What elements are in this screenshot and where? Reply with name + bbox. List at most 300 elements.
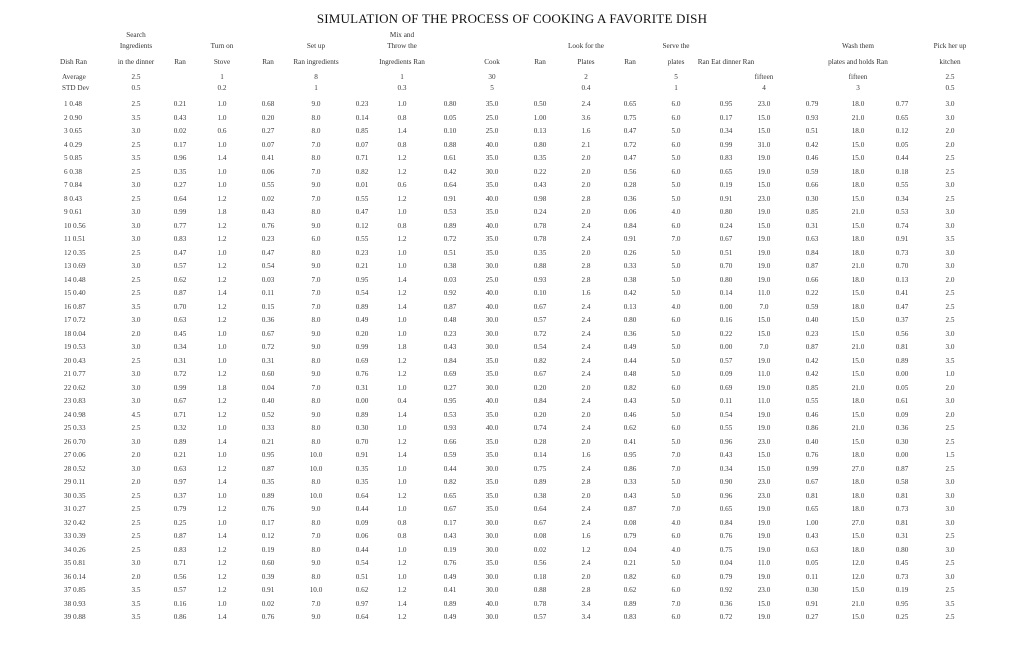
table-cell: 0.37 <box>173 491 187 500</box>
table-cell: 2.4 <box>581 343 591 351</box>
table-cell: 0.03 <box>443 275 457 284</box>
table-cell: 0.76 <box>261 221 275 230</box>
table-cell: 0.13 <box>623 302 637 311</box>
table-cell: 0.26 <box>623 248 637 257</box>
table-cell: 0.65 <box>805 505 819 513</box>
table-cell: 21.0 <box>851 208 865 216</box>
table-cell: 0.81 <box>895 343 909 351</box>
table-cell: 3.0 <box>131 235 141 243</box>
table-cell: 9.0 <box>311 181 321 189</box>
table-cell: 0.87 <box>173 289 187 297</box>
table-cell: 1.2 <box>217 572 227 581</box>
table-cell: 0.45 <box>895 559 909 567</box>
table-cell: 0.44 <box>355 505 369 513</box>
table-cell: 1.0 <box>397 329 407 338</box>
table-cell: 1.4 <box>397 275 407 284</box>
table-cell: 0.25 <box>895 613 909 621</box>
table-cell: 3.0 <box>945 478 955 486</box>
table-cell: 19.0 <box>757 208 771 216</box>
table-cell: 18.0 <box>851 302 865 311</box>
table-cell: 25.0 <box>485 113 499 122</box>
row-label: 27 0.06 <box>64 451 86 459</box>
table-cell: 1.2 <box>217 221 227 230</box>
table-cell: 0.87 <box>805 262 819 270</box>
table-cell: 0.95 <box>355 275 369 284</box>
table-cell: 0.27 <box>805 613 819 621</box>
table-cell: 1.2 <box>217 545 227 554</box>
table-cell: 2.0 <box>945 127 955 135</box>
table-cell: 5.0 <box>671 181 681 189</box>
table-cell: 0.33 <box>623 262 637 270</box>
table-cell: 0.56 <box>173 572 187 581</box>
table-cell: 0.59 <box>805 167 819 176</box>
table-cell: 0.59 <box>443 451 457 459</box>
table-cell: 0.73 <box>895 572 909 581</box>
table-cell: 1.0 <box>217 451 227 459</box>
row-label: 36 0.14 <box>64 572 86 581</box>
table-cell: 0.32 <box>173 424 187 432</box>
table-cell: 0.89 <box>173 437 187 446</box>
column-header: Serve the <box>662 42 690 50</box>
column-header: Search <box>126 31 146 39</box>
table-cell: 0.49 <box>443 572 457 581</box>
table-cell: 30.0 <box>485 343 499 351</box>
table-cell: 2.5 <box>131 518 141 527</box>
row-label: 24 0.98 <box>64 410 86 419</box>
table-cell: 7.0 <box>671 464 681 473</box>
table-cell: 0.73 <box>895 505 909 513</box>
table-cell: 1.2 <box>217 397 227 405</box>
table-cell: 0.95 <box>895 599 909 608</box>
table-cell: 1.0 <box>397 316 407 324</box>
table-cell: 1.2 <box>397 289 407 297</box>
table-cell: 19.0 <box>757 167 771 176</box>
table-cell: 1.2 <box>397 194 407 203</box>
row-label: 37 0.85 <box>64 586 86 594</box>
table-cell: 0.56 <box>623 167 637 176</box>
table-cell: 1.2 <box>397 167 407 176</box>
table-cell: 0.67 <box>719 235 733 243</box>
table-cell: 2.0 <box>581 410 591 419</box>
table-cell: 0.80 <box>719 208 733 216</box>
table-cell: 0.12 <box>895 127 909 135</box>
table-cell: 3.0 <box>131 127 141 135</box>
table-cell: 2.0 <box>581 181 591 189</box>
table-cell: 0.80 <box>623 316 637 324</box>
table-cell: 0.44 <box>895 154 909 162</box>
table-cell: 0.14 <box>533 451 547 459</box>
table-cell: 0.89 <box>533 478 547 486</box>
table-cell: 0.4 <box>397 397 407 405</box>
table-cell: 1.00 <box>805 518 819 527</box>
table-cell: 19.0 <box>757 262 771 270</box>
table-cell: 3.5 <box>945 356 955 365</box>
table-cell: 2.4 <box>581 316 591 324</box>
table-cell: 0.06 <box>261 167 275 176</box>
table-cell: 2.4 <box>581 221 591 230</box>
table-cell: 15.0 <box>757 451 771 459</box>
table-cell: 19.0 <box>757 613 771 621</box>
table-cell: 0.40 <box>805 437 819 446</box>
table-cell: 0.53 <box>443 208 457 216</box>
table-cell: 0.99 <box>719 140 733 149</box>
table-cell: 15.0 <box>851 154 865 162</box>
table-cell: 0.77 <box>173 221 187 230</box>
table-cell: 35.0 <box>485 208 499 216</box>
column-header: Look for the <box>568 42 604 50</box>
table-cell: 0.56 <box>533 559 547 567</box>
table-cell: 0.17 <box>719 113 733 122</box>
table-cell: 0.95 <box>443 397 457 405</box>
table-cell: 1.2 <box>397 613 407 621</box>
table-cell: 35.0 <box>485 154 499 162</box>
table-cell: 0.62 <box>623 586 637 594</box>
column-header: Ran <box>624 58 636 66</box>
table-cell: 3.0 <box>131 464 141 473</box>
table-cell: 5.0 <box>671 262 681 270</box>
table-cell: 1.0 <box>397 545 407 554</box>
table-cell: 0.23 <box>443 329 457 338</box>
table-cell: 5.0 <box>671 410 681 419</box>
table-cell: 0.49 <box>623 343 637 351</box>
table-cell: 3.0 <box>131 262 141 270</box>
table-cell: 3.0 <box>945 100 955 108</box>
table-cell: 2.4 <box>581 302 591 311</box>
table-cell: 2.0 <box>581 208 591 216</box>
table-cell: 0.72 <box>533 329 547 338</box>
table-cell: 40.0 <box>485 221 499 230</box>
table-cell: 2.4 <box>581 397 591 405</box>
table-cell: 1.4 <box>217 613 227 621</box>
row-label: 25 0.33 <box>64 424 86 432</box>
stat-cell: 5 <box>490 84 494 92</box>
column-header: Stove <box>213 58 231 66</box>
table-cell: 40.0 <box>485 424 499 432</box>
table-cell: 35.0 <box>485 478 499 486</box>
table-cell: 0.00 <box>895 370 909 378</box>
table-cell: 9.0 <box>311 221 321 230</box>
table-cell: 40.0 <box>485 289 499 297</box>
table-cell: 1.0 <box>217 356 227 365</box>
table-cell: 0.84 <box>443 356 457 365</box>
table-cell: 0.48 <box>443 316 457 324</box>
table-cell: 2.4 <box>581 518 591 527</box>
table-cell: 0.88 <box>443 140 457 149</box>
table-cell: 27.0 <box>851 464 865 473</box>
table-cell: 0.62 <box>173 275 187 284</box>
stat-cell: 1 <box>220 73 224 81</box>
table-cell: 0.72 <box>719 613 733 621</box>
table-cell: 0.87 <box>623 505 637 513</box>
table-cell: 0.61 <box>443 154 457 162</box>
table-cell: 0.67 <box>173 397 187 405</box>
table-cell: 0.14 <box>355 113 369 122</box>
table-cell: 0.88 <box>533 262 547 270</box>
table-cell: 1.0 <box>217 248 227 257</box>
table-cell: 6.0 <box>671 383 681 392</box>
table-cell: 0.85 <box>805 383 819 392</box>
row-label: 17 0.72 <box>64 316 86 324</box>
table-cell: 18.0 <box>851 451 865 459</box>
table-cell: 2.4 <box>581 329 591 338</box>
table-cell: 1.0 <box>217 424 227 432</box>
table-cell: 8.0 <box>311 397 321 405</box>
table-cell: 0.79 <box>623 532 637 540</box>
table-cell: 19.0 <box>757 356 771 365</box>
table-cell: 1.2 <box>217 559 227 567</box>
table-cell: 2.5 <box>131 248 141 257</box>
table-cell: 0.06 <box>623 208 637 216</box>
row-label: 29 0.11 <box>64 478 86 486</box>
table-cell: 2.4 <box>581 424 591 432</box>
table-cell: 0.28 <box>623 181 637 189</box>
table-cell: 0.91 <box>895 235 909 243</box>
table-cell: 0.76 <box>443 559 457 567</box>
table-cell: 0.27 <box>443 383 457 392</box>
table-cell: 2.0 <box>131 329 141 338</box>
table-cell: 40.0 <box>485 397 499 405</box>
table-cell: 0.36 <box>623 194 637 203</box>
table-cell: 3.0 <box>945 545 955 554</box>
table-cell: 7.0 <box>311 302 321 311</box>
table-cell: 5.0 <box>671 559 681 567</box>
table-cell: 0.87 <box>895 464 909 473</box>
table-cell: 1.2 <box>397 370 407 378</box>
table-cell: 0.57 <box>173 586 187 594</box>
table-cell: 6.0 <box>671 113 681 122</box>
table-cell: 0.44 <box>355 545 369 554</box>
table-cell: 0.38 <box>623 275 637 284</box>
table-cell: 6.0 <box>671 613 681 621</box>
table-cell: 18.0 <box>851 478 865 486</box>
table-cell: 35.0 <box>485 370 499 378</box>
table-cell: 0.91 <box>443 194 457 203</box>
table-cell: 0.17 <box>261 518 275 527</box>
stat-cell: 0.5 <box>945 84 955 92</box>
row-label: 26 0.70 <box>64 437 86 446</box>
table-cell: 3.0 <box>945 221 955 230</box>
table-cell: 0.71 <box>355 154 369 162</box>
table-cell: 0.99 <box>355 343 369 351</box>
table-cell: 3.0 <box>945 491 955 500</box>
table-cell: 3.0 <box>945 181 955 189</box>
table-cell: 0.65 <box>623 100 637 108</box>
table-cell: 7.0 <box>759 302 769 311</box>
table-cell: 0.80 <box>895 545 909 554</box>
table-cell: 0.74 <box>895 221 909 230</box>
table-cell: 0.75 <box>623 113 637 122</box>
table-cell: 2.0 <box>581 437 591 446</box>
table-cell: 2.0 <box>131 451 141 459</box>
table-cell: 2.4 <box>581 100 591 108</box>
table-cell: 3.5 <box>945 599 955 608</box>
table-cell: 19.0 <box>757 424 771 432</box>
table-cell: 1.2 <box>217 302 227 311</box>
table-cell: 0.19 <box>443 545 457 554</box>
table-cell: 0.18 <box>895 167 909 176</box>
table-cell: 35.0 <box>485 410 499 419</box>
table-cell: 9.0 <box>311 329 321 338</box>
table-cell: 2.5 <box>945 586 955 594</box>
table-cell: 6.0 <box>671 316 681 324</box>
table-cell: 0.51 <box>719 248 733 257</box>
table-cell: 6.0 <box>671 140 681 149</box>
table-cell: 0.57 <box>719 356 733 365</box>
table-cell: 7.0 <box>671 505 681 513</box>
table-cell: 0.70 <box>173 302 187 311</box>
table-cell: 8.0 <box>311 248 321 257</box>
table-cell: 0.70 <box>895 262 909 270</box>
table-cell: 7.0 <box>311 167 321 176</box>
table-cell: 2.5 <box>945 194 955 203</box>
table-cell: 0.88 <box>533 586 547 594</box>
table-cell: 6.0 <box>671 532 681 540</box>
table-cell: 0.89 <box>895 356 909 365</box>
table-cell: 15.0 <box>851 410 865 419</box>
table-cell: 1.4 <box>397 302 407 311</box>
table-cell: 18.0 <box>851 100 865 108</box>
table-cell: 2.5 <box>131 545 141 554</box>
table-cell: 3.0 <box>945 518 955 527</box>
page-title: SIMULATION OF THE PROCESS OF COOKING A FAVORITE DISH <box>316 11 708 26</box>
table-cell: 0.11 <box>719 397 733 405</box>
table-cell: 5.0 <box>671 154 681 162</box>
table-cell: 0.38 <box>533 491 547 500</box>
table-cell: 3.0 <box>945 572 955 581</box>
table-cell: 30.0 <box>485 316 499 324</box>
column-header: Wash them <box>842 42 874 50</box>
table-cell: 0.96 <box>719 437 733 446</box>
table-cell: 15.0 <box>851 370 865 378</box>
table-cell: 2.4 <box>581 356 591 365</box>
table-cell: 0.55 <box>719 424 733 432</box>
stat-cell: 2 <box>584 73 588 81</box>
table-cell: 2.5 <box>945 316 955 324</box>
table-cell: 15.0 <box>757 181 771 189</box>
column-header: Plates <box>577 58 595 66</box>
table-cell: 2.4 <box>581 559 591 567</box>
column-header: kitchen <box>939 58 961 66</box>
table-cell: 2.5 <box>945 437 955 446</box>
table-cell: 0.02 <box>533 545 547 554</box>
table-cell: 9.0 <box>311 410 321 419</box>
table-cell: 0.55 <box>355 235 369 243</box>
table-cell: 30.0 <box>485 383 499 392</box>
table-cell: 0.66 <box>805 275 819 284</box>
table-cell: 0.63 <box>805 545 819 554</box>
table-cell: 1.0 <box>217 113 227 122</box>
table-cell: 0.08 <box>623 518 637 527</box>
table-cell: 2.0 <box>945 275 955 284</box>
table-cell: 3.5 <box>131 154 141 162</box>
table-cell: 6.0 <box>671 167 681 176</box>
column-header: Pick her up <box>933 42 967 50</box>
table-cell: 1.0 <box>217 140 227 149</box>
table-cell: 0.67 <box>533 518 547 527</box>
table-cell: 7.0 <box>759 343 769 351</box>
table-cell: 0.17 <box>173 140 187 149</box>
table-cell: 2.0 <box>131 478 141 486</box>
table-cell: 0.79 <box>719 572 733 581</box>
table-cell: 19.0 <box>757 410 771 419</box>
table-cell: 3.5 <box>945 235 955 243</box>
table-cell: 1.2 <box>397 235 407 243</box>
table-cell: 5.0 <box>671 397 681 405</box>
table-cell: 1.2 <box>397 356 407 365</box>
table-cell: 0.06 <box>355 532 369 540</box>
table-cell: 15.0 <box>757 316 771 324</box>
table-cell: 2.0 <box>945 410 955 419</box>
table-cell: 0.47 <box>623 127 637 135</box>
table-cell: 30.0 <box>485 262 499 270</box>
table-cell: 0.21 <box>261 437 275 446</box>
table-cell: 19.0 <box>757 532 771 540</box>
table-cell: 4.0 <box>671 302 681 311</box>
table-cell: 1.2 <box>217 370 227 378</box>
table-cell: 0.35 <box>355 464 369 473</box>
table-cell: 0.84 <box>623 221 637 230</box>
table-cell: 1.0 <box>397 383 407 392</box>
table-cell: 0.16 <box>719 316 733 324</box>
table-cell: 0.65 <box>443 491 457 500</box>
column-header: in the dinner <box>117 58 155 66</box>
column-header: Ingredients Ran <box>379 58 425 66</box>
table-cell: 0.64 <box>533 505 547 513</box>
table-cell: 2.5 <box>945 154 955 162</box>
table-cell: 1.2 <box>217 262 227 270</box>
table-cell: 1.4 <box>397 127 407 135</box>
table-cell: 0.20 <box>355 329 369 338</box>
table-cell: 19.0 <box>757 545 771 554</box>
table-cell: 0.83 <box>719 154 733 162</box>
table-cell: 1.2 <box>217 410 227 419</box>
table-cell: 0.07 <box>261 140 275 149</box>
table-cell: 0.27 <box>173 181 187 189</box>
table-cell: 8.0 <box>311 208 321 216</box>
table-cell: 0.07 <box>355 140 369 149</box>
table-cell: 0.74 <box>533 424 547 432</box>
table-cell: 3.0 <box>945 397 955 405</box>
table-cell: 0.95 <box>623 451 637 459</box>
table-cell: 5.0 <box>671 356 681 365</box>
table-cell: 19.0 <box>757 383 771 392</box>
table-cell: 0.20 <box>533 383 547 392</box>
table-cell: 35.0 <box>485 356 499 365</box>
table-cell: 0.80 <box>443 100 457 108</box>
table-cell: 18.0 <box>851 545 865 554</box>
stat-label: Average <box>62 73 86 81</box>
table-cell: 3.0 <box>131 437 141 446</box>
table-cell: 4.5 <box>131 410 141 419</box>
table-cell: 1.0 <box>217 100 227 108</box>
table-cell: 1.0 <box>217 343 227 351</box>
table-cell: 8.0 <box>311 518 321 527</box>
table-cell: 19.0 <box>757 572 771 581</box>
table-cell: 0.82 <box>355 167 369 176</box>
table-cell: 0.30 <box>805 586 819 594</box>
row-label: 39 0.88 <box>64 613 86 621</box>
table-cell: 0.58 <box>895 478 909 486</box>
table-cell: 0.70 <box>719 262 733 270</box>
table-cell: 0.15 <box>261 302 275 311</box>
table-cell: 0.40 <box>805 316 819 324</box>
table-cell: 1.6 <box>581 289 591 297</box>
table-cell: 15.0 <box>851 140 865 149</box>
table-cell: 0.69 <box>355 356 369 365</box>
table-cell: 0.87 <box>443 302 457 311</box>
table-cell: 1.2 <box>397 559 407 567</box>
table-cell: 0.89 <box>443 599 457 608</box>
